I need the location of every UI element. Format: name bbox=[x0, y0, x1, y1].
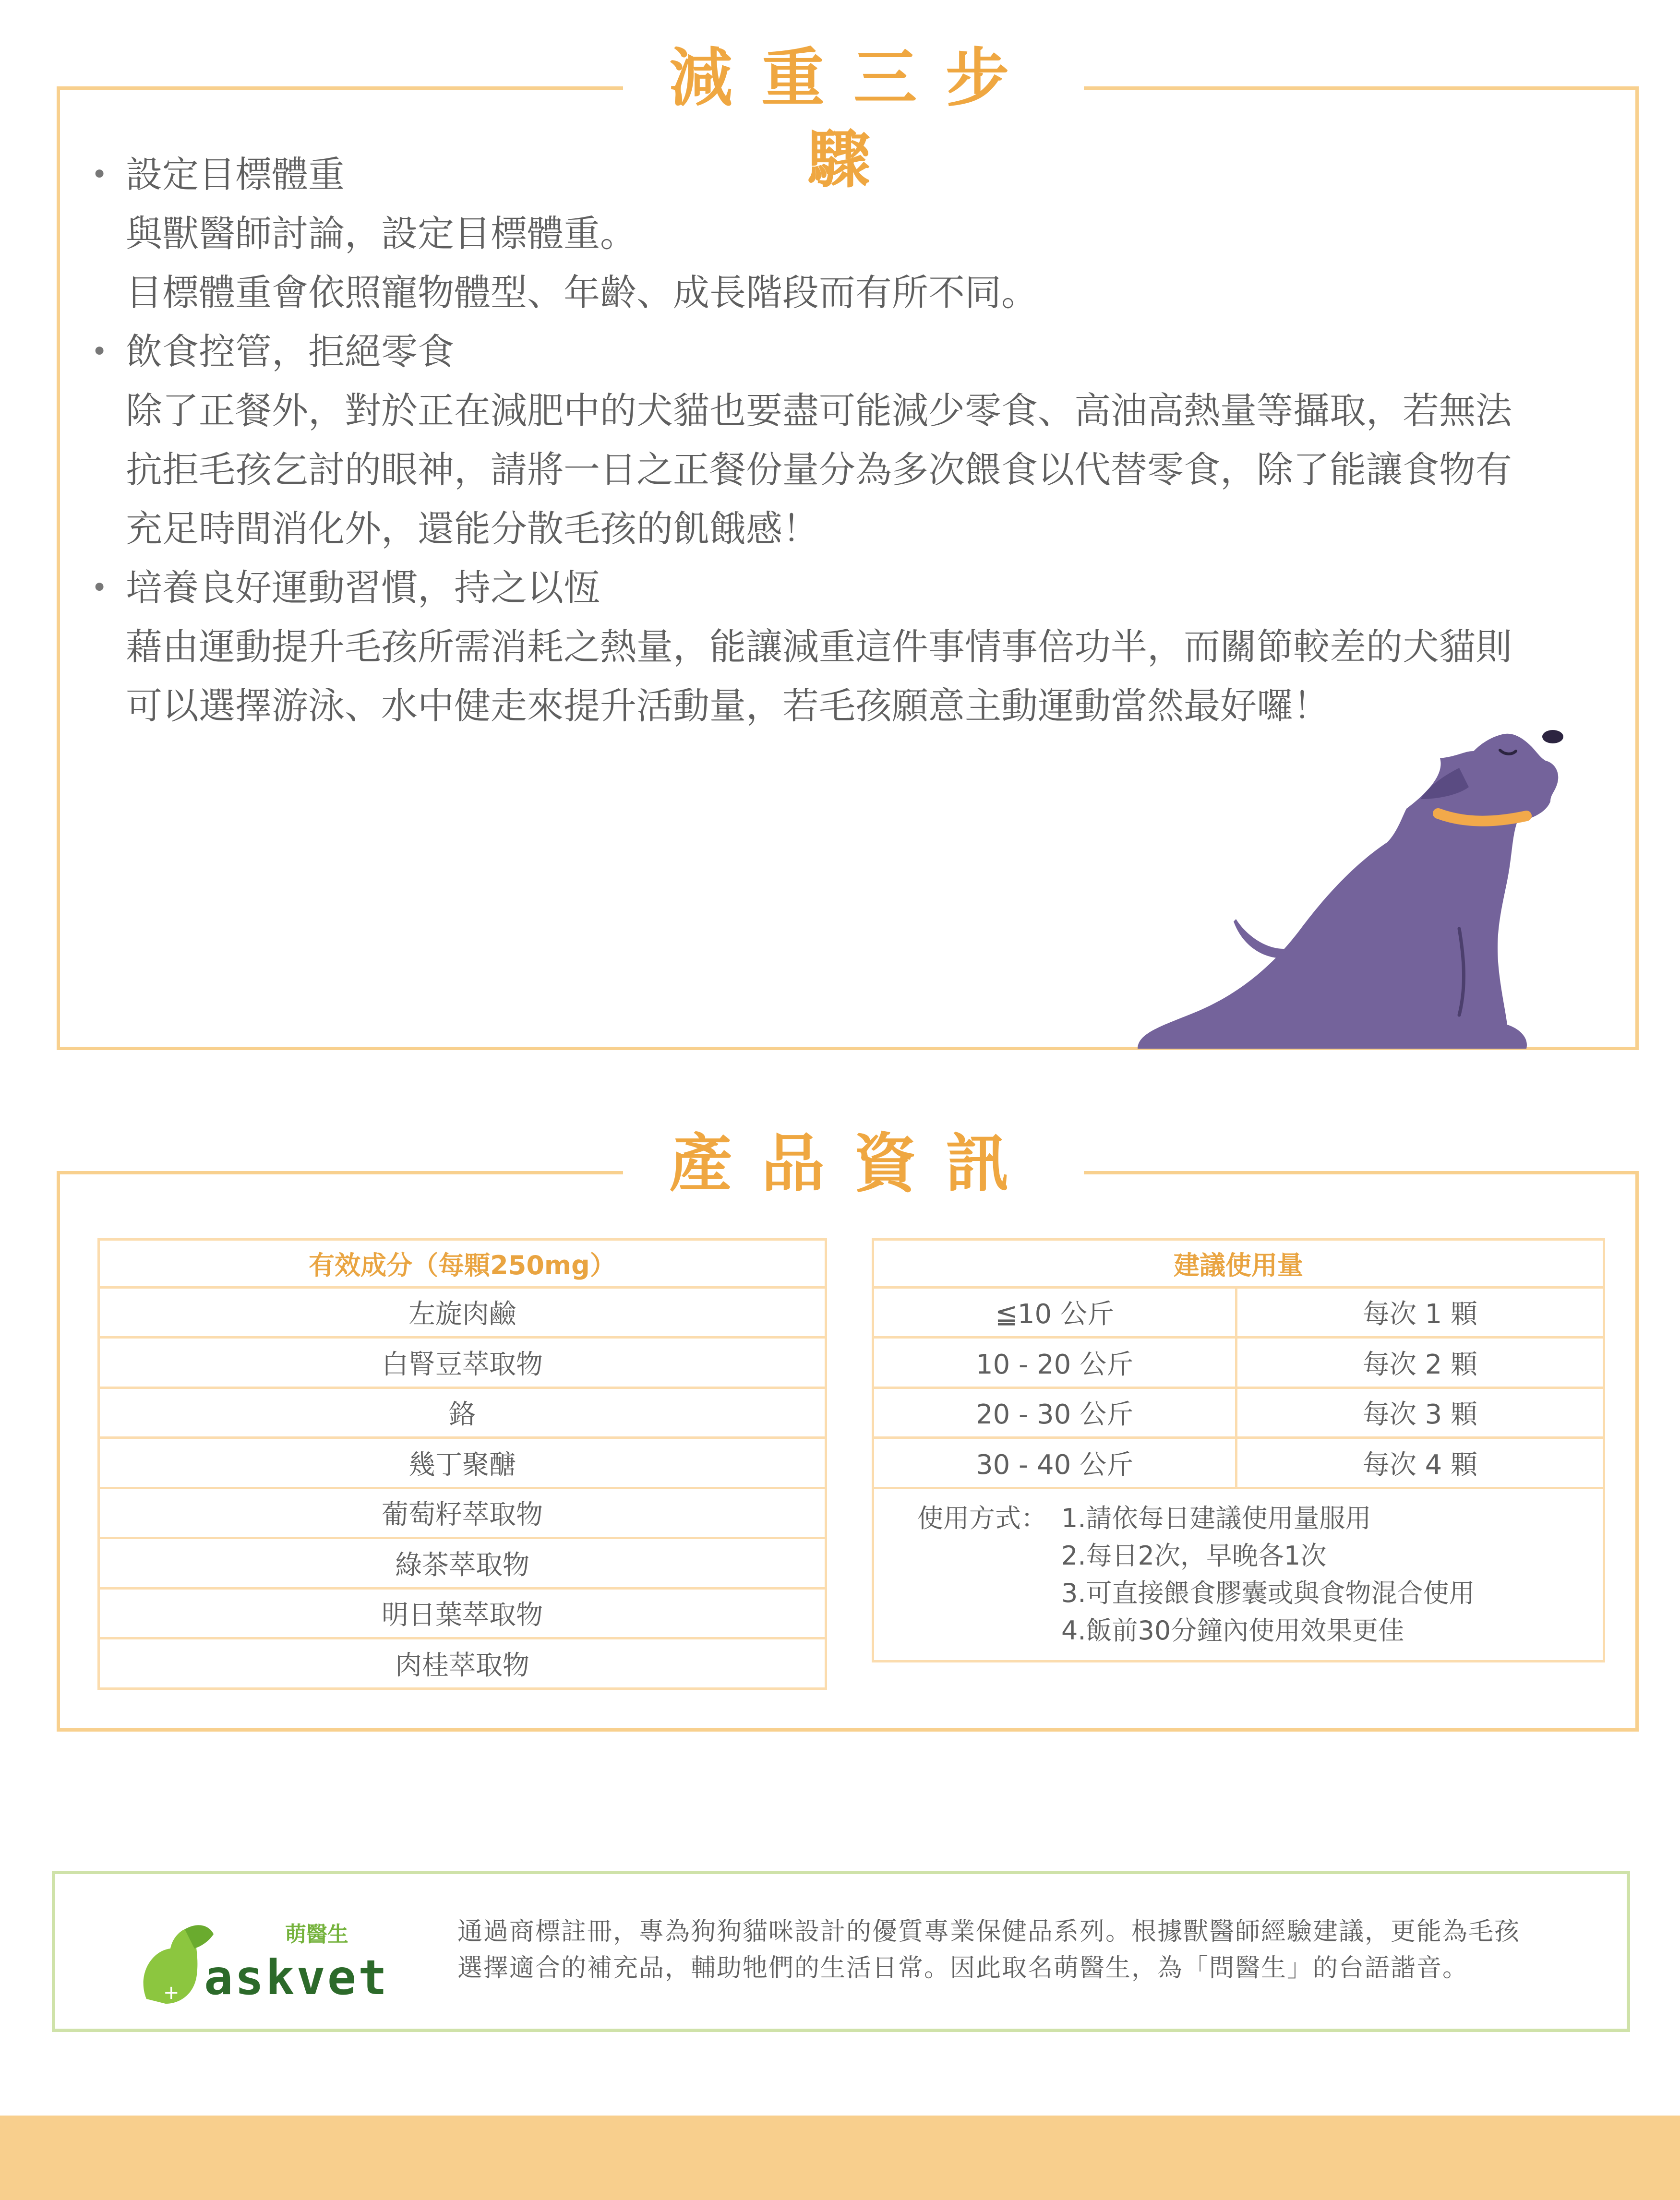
step-heading: 設定目標體重 bbox=[126, 153, 345, 196]
dosage-table bbox=[872, 1238, 1605, 1489]
usage-instructions bbox=[917, 1500, 1475, 1646]
step-heading: 飲食控管，拒絕零食 bbox=[126, 330, 454, 373]
step-desc-line: 充足時間消化外，還能分散毛孩的飢餓感！ bbox=[126, 507, 819, 550]
dosage-header: 建議使用量 bbox=[872, 1238, 1605, 1289]
ingredient-cell: 左旋肉鹼 bbox=[97, 1289, 827, 1339]
dosage-box bbox=[872, 1238, 1605, 1662]
logo-cross-icon: + bbox=[163, 1982, 180, 2004]
logo-name: askvet bbox=[204, 1949, 389, 2006]
step-desc-line: 可以選擇游泳、水中健走來提升活動量，若毛孩願意主動運動當然最好囉！ bbox=[126, 684, 1330, 727]
dosage-weight: 30 - 40 公斤 bbox=[872, 1439, 1237, 1489]
bullet-icon: • bbox=[91, 158, 108, 191]
dosage-weight: ≦10 公斤 bbox=[872, 1289, 1237, 1339]
step-item bbox=[91, 322, 1595, 558]
dosage-weight: 10 - 20 公斤 bbox=[872, 1339, 1237, 1389]
ingredient-cell: 幾丁聚醣 bbox=[97, 1439, 827, 1489]
dosage-amount: 每次 1 顆 bbox=[1237, 1289, 1605, 1339]
ingredient-cell: 鉻 bbox=[97, 1389, 827, 1439]
usage-item: 4.飯前30分鐘內使用效果更佳 bbox=[1061, 1615, 1404, 1646]
step-item bbox=[91, 145, 1595, 322]
bullet-icon: • bbox=[91, 571, 108, 604]
bullet-icon: • bbox=[91, 335, 108, 368]
ingredient-cell: 明日葉萃取物 bbox=[97, 1590, 827, 1640]
usage-item: 3.可直接餵食膠囊或與食物混合使用 bbox=[1061, 1578, 1475, 1608]
brand-desc-line: 通過商標註冊，專為狗狗貓咪設計的優質專業保健品系列。根據獸醫師經驗建議，更能為毛孩 bbox=[457, 1917, 1521, 1946]
dosage-amount: 每次 4 顆 bbox=[1237, 1439, 1605, 1489]
ingredients-table bbox=[97, 1238, 827, 1690]
brand-box bbox=[52, 1871, 1630, 2032]
dosage-amount: 每次 2 顆 bbox=[1237, 1339, 1605, 1389]
brand-desc-line: 選擇適合的補充品，輔助牠們的生活日常。因此取名萌醫生，為「問醫生」的台語諧音。 bbox=[457, 1954, 1469, 1983]
ingredient-cell: 肉桂萃取物 bbox=[97, 1639, 827, 1690]
usage-item: 2.每日2次，早晚各1次 bbox=[1061, 1541, 1327, 1571]
dog-body bbox=[1138, 734, 1558, 1049]
ingredient-cell: 葡萄籽萃取物 bbox=[97, 1489, 827, 1540]
ingredient-cell: 綠茶萃取物 bbox=[97, 1539, 827, 1590]
step-desc-line: 藉由運動提升毛孩所需消耗之熱量，能讓減重這件事情事倍功半，而關節較差的犬貓則 bbox=[126, 625, 1512, 668]
dog-illustration bbox=[1128, 679, 1598, 1049]
usage-item: 1.請依每日建議使用量服用 bbox=[1061, 1503, 1371, 1533]
dosage-amount: 每次 3 顆 bbox=[1237, 1389, 1605, 1439]
dog-nose bbox=[1542, 730, 1563, 743]
dosage-weight: 20 - 30 公斤 bbox=[872, 1389, 1237, 1439]
logo-subtitle: 萌醫生 bbox=[285, 1922, 348, 1947]
steps-list bbox=[91, 145, 1595, 735]
footer-bar bbox=[0, 2116, 1680, 2200]
product-title: 產品資訊 bbox=[623, 1123, 1084, 1205]
step-desc-line: 抗拒毛孩乞討的眼神，請將一日之正餐份量分為多次餵食以代替零食，除了能讓食物有 bbox=[126, 448, 1512, 491]
step-desc-line: 除了正餐外，對於正在減肥中的犬貓也要盡可能減少零食、高油高熱量等攝取，若無法 bbox=[126, 389, 1512, 432]
ingredients-header: 有效成分（每顆250mg） bbox=[97, 1238, 827, 1289]
step-desc-line: 目標體重會依照寵物體型、年齡、成長階段而有所不同。 bbox=[126, 271, 1038, 314]
usage-label: 使用方式： bbox=[917, 1503, 1047, 1533]
steps-title: 減重三步驟 bbox=[623, 37, 1084, 119]
askvet-logo bbox=[137, 1903, 406, 2009]
ingredient-cell: 白腎豆萃取物 bbox=[97, 1339, 827, 1389]
brand-description bbox=[457, 1913, 1600, 1986]
step-heading: 培養良好運動習慣，持之以恆 bbox=[126, 566, 600, 609]
step-desc-line: 與獸醫師討論，設定目標體重。 bbox=[126, 212, 636, 255]
